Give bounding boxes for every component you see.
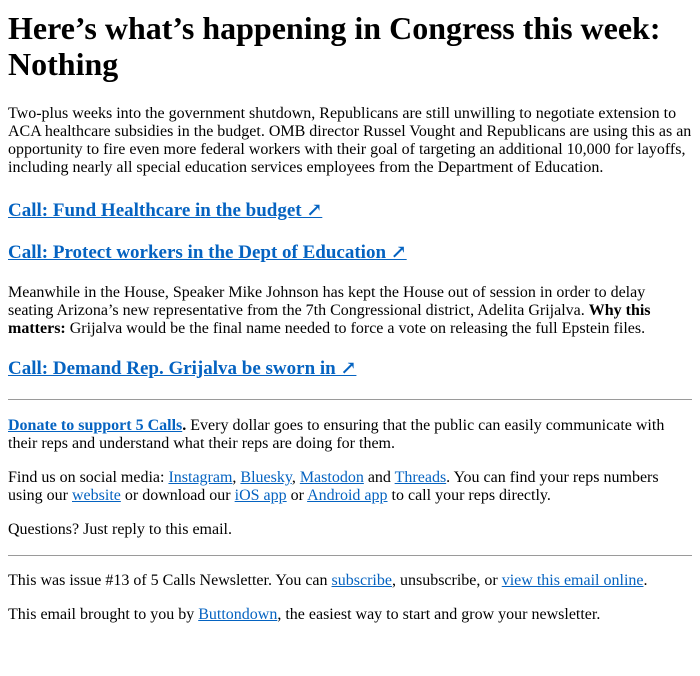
brought-suffix: , the easiest way to start and grow your newsletter. [277, 606, 601, 623]
instagram-link[interactable]: Instagram [168, 469, 233, 486]
social-suffix: to call your reps directly. [387, 487, 551, 504]
social-mid-text: . You can find your reps numbers using our [8, 469, 659, 504]
subscribe-link[interactable]: subscribe [331, 572, 392, 589]
call-heading-healthcare [8, 200, 692, 222]
bluesky-link[interactable]: Bluesky [240, 469, 292, 486]
why-this-matters-label: Why this matters: [8, 302, 651, 337]
donate-paragraph [8, 417, 692, 453]
page-title: Here’s what’s happening in Congress this week: Nothing [8, 10, 661, 82]
call-link-fund-healthcare[interactable]: Call: Fund Healthcare in the budget ↗ [8, 200, 323, 221]
call-link-grijalva-sworn-in[interactable]: Call: Demand Rep. Grijalva be sworn in ↗ [8, 358, 357, 379]
intro-paragraph: Two-plus weeks into the government shutdown, Republicans are still unwilling to negotiate extension to ACA healthcare subsidies in the budget. OMB director Russel Vought and Republicans are using this as an opportunity to fire even more federal workers with their goal of targeting an additional 10,000 for layoffs, including nearly all special education services employees from the Department of Education. [8, 105, 692, 176]
divider [8, 555, 692, 556]
donate-text: Every dollar goes to ensuring that the public can easily communicate with their reps and understand what their reps are doing for them. [8, 417, 665, 452]
separator: , [291, 469, 300, 486]
donate-period: . [182, 417, 187, 434]
brought-prefix: This email brought to you by [8, 606, 199, 623]
questions-paragraph: Questions? Just reply to this email. [8, 521, 232, 538]
website-link[interactable]: website [72, 487, 121, 504]
social-or-text: or [286, 487, 308, 504]
social-or-text: or download our [120, 487, 235, 504]
issue-suffix: . [643, 572, 648, 589]
separator: and [363, 469, 395, 486]
social-prefix: Find us on social media: [8, 469, 169, 486]
call-heading-education [8, 242, 692, 264]
social-paragraph [8, 469, 692, 505]
meanwhile-paragraph [8, 284, 692, 338]
call-heading-grijalva [8, 358, 692, 380]
meanwhile-text: Meanwhile in the House, Speaker Mike Johnson has kept the House out of session in order to delay seating Arizona’s new representative from the 7th Congressional district, Adelita Grijalva. [8, 284, 646, 319]
ios-app-link[interactable]: iOS app [234, 487, 287, 504]
why-this-matters-text: Grijalva would be the final name needed to force a vote on releasing the full Epstein files. [65, 320, 646, 337]
android-app-link[interactable]: Android app [307, 487, 388, 504]
buttondown-link[interactable]: Buttondown [198, 606, 278, 623]
issue-paragraph [8, 572, 692, 590]
newsletter-body [0, 10, 700, 624]
view-online-link[interactable]: view this email online [501, 572, 644, 589]
separator: , [232, 469, 241, 486]
call-link-protect-education-workers[interactable]: Call: Protect workers in the Dept of Education ↗ [8, 242, 407, 263]
threads-link[interactable]: Threads [394, 469, 447, 486]
mastodon-link[interactable]: Mastodon [299, 469, 364, 486]
brought-by-paragraph [8, 606, 692, 624]
issue-mid: , unsubscribe, or [391, 572, 502, 589]
divider [8, 399, 692, 400]
issue-prefix: This was issue #13 of 5 Calls Newsletter. You can [8, 572, 332, 589]
donate-link[interactable]: Donate to support 5 Calls [8, 417, 183, 434]
